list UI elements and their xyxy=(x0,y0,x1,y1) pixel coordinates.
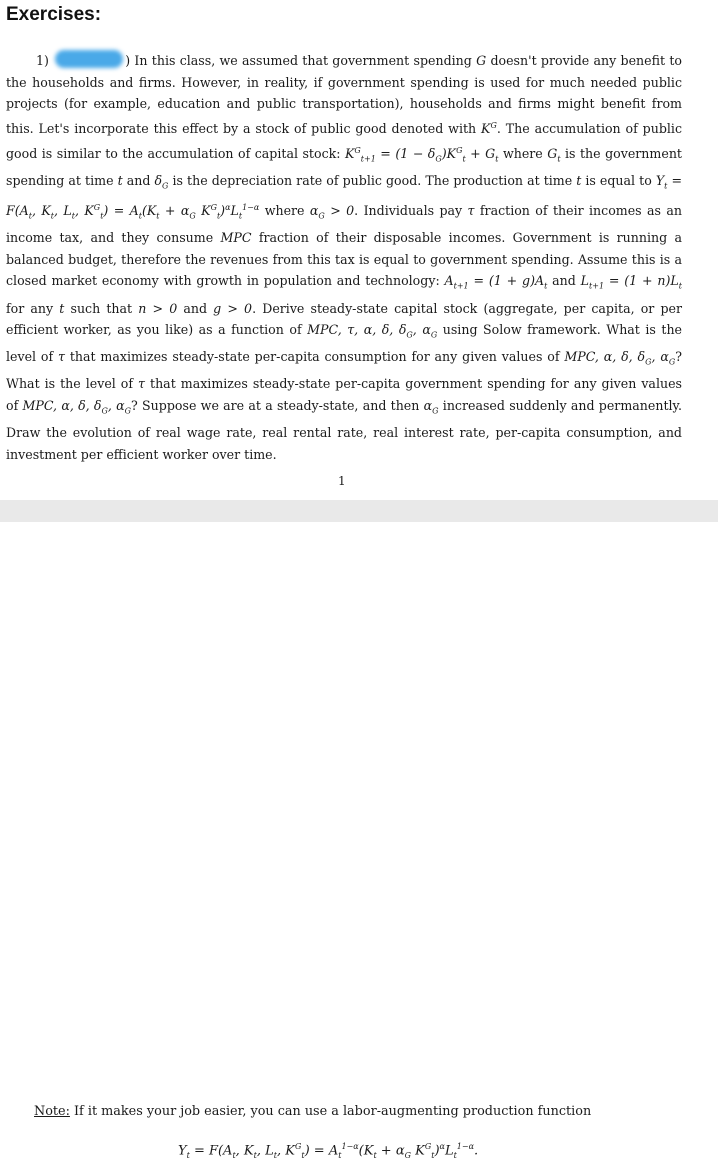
paragraph-text: ? Suppose we are at a steady-state, and then xyxy=(131,397,424,413)
paragraph-text: that maximizes steady-state per-capita government spending for any given values of xyxy=(6,376,682,413)
paragraph-text: increased suddenly and permanently. Draw the evolution of real wage rate, real rental rate, real interest rate, per-capita consumption, and investment per efficient worker over time. xyxy=(6,397,682,462)
item-number: 1) xyxy=(36,53,49,68)
paragraph-text: . Derive steady-state capital stock (aggregate, per capita, or per efficient worker, as you like) as a function of xyxy=(6,300,682,338)
paragraph-text: and xyxy=(122,172,155,188)
note-text: If it makes your job easier, you can use a labor-augmenting production function xyxy=(69,1104,592,1119)
paragraph-text: . The accumulation of public good is similar to the accumulation of capital stock: xyxy=(6,120,682,161)
paragraph-text: and xyxy=(547,273,581,289)
math-expression: $\alpha_G > 0$ xyxy=(309,203,355,221)
exercise-1-body xyxy=(6,53,682,462)
paragraph-text: ? What is the level of xyxy=(6,349,683,392)
math-expression: $A_{t+1} = (1 + g)A_t$ xyxy=(444,273,548,291)
math-expression: MPC, α, δ, $\delta_G$, $\alpha_G$ xyxy=(22,397,132,416)
page-one xyxy=(0,0,718,500)
math-expression: t xyxy=(117,172,123,188)
math-expression: MPC xyxy=(220,230,252,246)
math-expression: $L_{t+1} = (1 + n)L_t$ xyxy=(580,273,683,291)
redacted-blur xyxy=(55,50,123,68)
page-two xyxy=(0,522,718,1160)
paragraph-text: ) In this class, we assumed that government spending xyxy=(125,53,477,68)
production-function-formula: $Y_t = F(A_t$, $K_t$, $L_t$, $K^G_t) = A_t^{1-\alpha}(K_t + \alpha_G$ $K^G_t)^\alpha L_t^{1-\alpha}$. xyxy=(178,1142,479,1160)
math-expression: MPC, α, δ, $\delta_G$, $\alpha_G$ xyxy=(564,349,676,367)
math-expression: $\delta_G$ xyxy=(154,172,169,191)
paragraph-text: that maximizes steady-state per-capita consumption for any given values of xyxy=(64,349,565,365)
paragraph-text: is the government spending at time xyxy=(6,145,682,188)
paragraph-text: using Solow framework. What is the level of xyxy=(6,322,683,365)
exercise-1-paragraph xyxy=(6,50,682,465)
math-expression: $\alpha_G$ xyxy=(423,397,439,416)
math-expression: τ xyxy=(138,376,146,392)
math-expression: t xyxy=(59,300,65,316)
math-expression: $K^G$ xyxy=(481,120,497,136)
exercises-heading: Exercises: xyxy=(6,4,102,25)
math-expression: n > 0 xyxy=(138,300,178,316)
math-expression: $Y_t = F(A_t$, $K_t$, $L_t$, $K^G_t) = A_t(K_t + \alpha_G$ $K^G_t)^\alpha L_t^{1-\alpha}$ xyxy=(6,172,682,221)
paragraph-text: is equal to xyxy=(581,172,656,188)
paragraph-text: . Individuals pay xyxy=(354,203,468,219)
note-label: Note: xyxy=(34,1104,70,1119)
paragraph-text: doesn't provide any benefit to the households and firms. However, in reality, if government spending is used for much needed public projects (for example, education and public transportation), households and firms might benefit from this. Let's incorporate this effect by a stock of public good denoted with xyxy=(6,53,682,136)
math-expression: $K^G_{t+1} = (1 - \delta_G)K^G_t + G_t$ xyxy=(344,145,499,164)
math-expression: τ xyxy=(467,203,475,219)
page-separator xyxy=(0,500,718,522)
paragraph-text: fraction of their incomes as an income tax, and they consume xyxy=(6,203,683,246)
paragraph-text: where xyxy=(259,203,310,219)
math-expression: t xyxy=(576,172,582,188)
math-expression: τ xyxy=(58,349,65,365)
math-expression: G xyxy=(476,53,487,68)
paragraph-text: for any xyxy=(6,300,60,316)
math-expression: MPC, τ, α, δ, $\delta_G$, $\alpha_G$ xyxy=(307,322,438,340)
paragraph-text: is the depreciation rate of public good. The production at time xyxy=(168,172,577,188)
page-number: 1 xyxy=(338,474,346,488)
math-expression: g > 0 xyxy=(213,300,253,316)
paragraph-text: fraction of their disposable incomes. Government is running a balanced budget, therefore the revenues from this tax is equal to government spending. Assume this is a closed market economy with growth in population and technology: xyxy=(6,230,682,289)
paragraph-text: where xyxy=(498,145,548,161)
math-expression: $G_t$ xyxy=(547,145,561,164)
paragraph-text: such that xyxy=(64,300,139,316)
paragraph-text: and xyxy=(177,300,214,316)
note-line xyxy=(34,1104,694,1119)
